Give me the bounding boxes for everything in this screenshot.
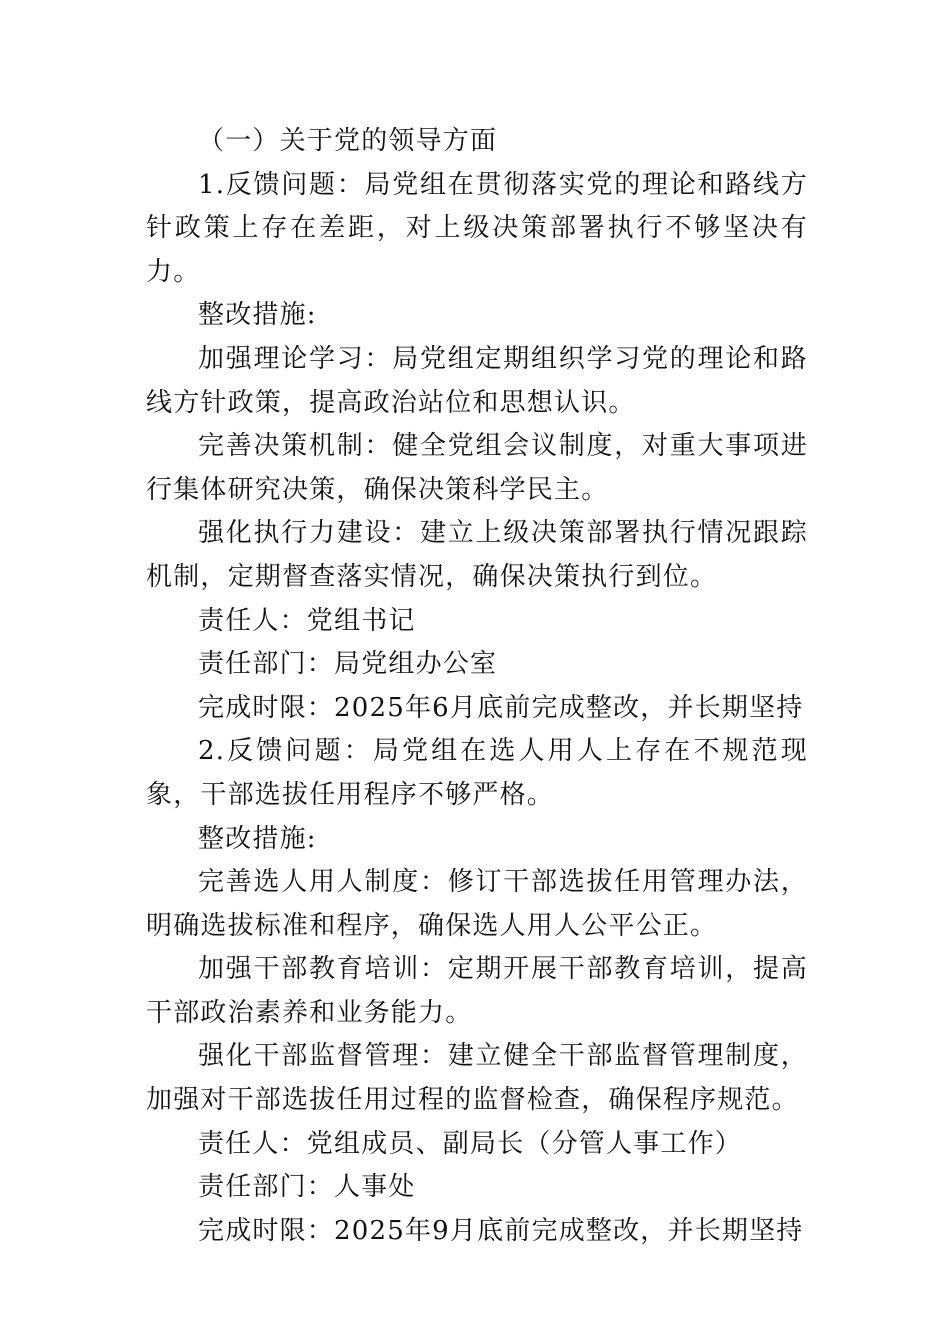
issue-1-deadline: 完成时限：2025年6月底前完成整改，并长期坚持 bbox=[198, 692, 804, 723]
issue-1-problem: 1.反馈问题：局党组在贯彻落实党的理论和路线方针政策上存在差距，对上级决策部署执行不够坚决有力。 bbox=[146, 169, 808, 287]
issue-1-measure-theory-study: 加强理论学习：局党组定期组织学习党的理论和路线方针政策，提高政治站位和思想认识。 bbox=[146, 343, 808, 418]
issue-2-measures-label: 整改措施: bbox=[198, 823, 317, 854]
issue-2-responsible-person: 责任人：党组成员、副局长（分管人事工作） bbox=[198, 1128, 743, 1159]
section-heading: （一）关于党的领导方面 bbox=[198, 126, 498, 156]
issue-2-responsible-dept: 责任部门：人事处 bbox=[198, 1172, 416, 1203]
issue-2-deadline: 完成时限：2025年9月底前完成整改，并长期坚持 bbox=[198, 1215, 804, 1246]
issue-2-measure-training: 加强干部教育培训：定期开展干部教育培训，提高干部政治素养和业务能力。 bbox=[146, 954, 808, 1028]
issue-1-responsible-person: 责任人：党组书记 bbox=[198, 605, 416, 636]
issue-2-problem: 2.反馈问题：局党组在选人用人上存在不规范现象，干部选拔任用程序不够严格。 bbox=[146, 736, 808, 810]
issue-1-measures-label: 整改措施: bbox=[198, 300, 317, 331]
issue-1-measure-execution: 强化执行力建设：建立上级决策部署执行情况跟踪机制，定期督查落实情况，确保决策执行到位。 bbox=[146, 518, 808, 592]
issue-1-measure-decision-mechanism: 完善决策机制：健全党组会议制度，对重大事项进行集体研究决策，确保决策科学民主。 bbox=[146, 431, 808, 505]
issue-1-responsible-dept: 责任部门：局党组办公室 bbox=[198, 649, 498, 680]
issue-2-measure-selection-system: 完善选人用人制度：修订干部选拔任用管理办法，明确选拔标准和程序，确保选人用人公平公正。 bbox=[146, 867, 808, 941]
issue-2-measure-supervision: 强化干部监督管理：建立健全干部监督管理制度，加强对干部选拔任用过程的监督检查，确保程序规范。 bbox=[146, 1041, 808, 1116]
document-body bbox=[146, 120, 808, 1253]
